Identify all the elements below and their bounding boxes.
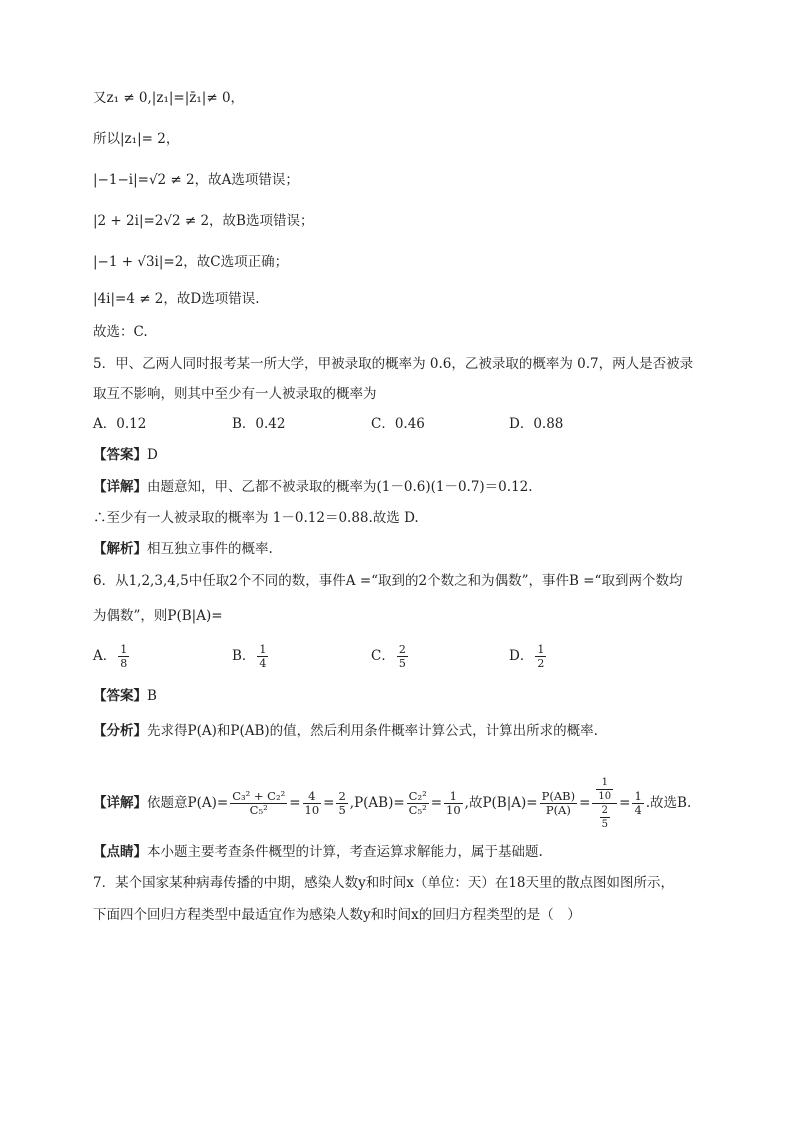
q5-detail	[93, 477, 533, 497]
numerator: 1	[259, 643, 267, 656]
numerator: 2	[338, 789, 346, 803]
detail-text-c: ,故P(B|A)=	[464, 795, 538, 811]
q5-option-a: A．0.12	[93, 416, 147, 432]
option-fraction	[535, 643, 546, 670]
q7-stem-line-1: 7．某个国家某种病毒传播的中期，感染人数y和时间x（单位：天）在18天里的散点图如图所示，	[93, 875, 675, 891]
q4-line-3: |−1−i|=√2 ≠ 2，故A选项错误；	[93, 172, 299, 188]
option-fraction	[397, 643, 408, 670]
denominator: 4	[259, 657, 267, 670]
denominator: 5	[601, 819, 608, 830]
q4-line-1: 又z₁ ≠ 0,|z₁|=|z̄₁|≠ 0，	[93, 90, 245, 106]
fraction	[540, 790, 577, 817]
equals: =	[579, 795, 591, 811]
numerator: 4	[303, 790, 322, 804]
q4-line-4: |2 + 2i|=2√2 ≠ 2，故B选项错误；	[93, 213, 314, 229]
denominator: 10	[304, 803, 320, 817]
equals: =	[430, 795, 443, 811]
denominator: 8	[120, 657, 128, 670]
q4-line-2: 所以|z₁|= 2，	[93, 131, 180, 147]
denominator: 4	[634, 803, 642, 817]
fraction	[303, 790, 322, 817]
fenxi-tag: 【分析】	[93, 723, 147, 739]
equals: =	[619, 795, 631, 811]
fraction	[336, 790, 347, 817]
denominator: 10	[446, 803, 461, 817]
option-label: D．	[509, 648, 534, 664]
dianjing-text: 本小题主要考查条件概型的计算，考查运算求解能力，属于基础题.	[147, 844, 543, 860]
answer-tag: 【答案】	[93, 688, 147, 704]
denominator: 5	[338, 803, 346, 817]
q6-fenxi	[93, 721, 598, 741]
fraction	[444, 790, 463, 817]
q4-line-5: |−1 + √3i|=2，故C选项正确；	[93, 254, 289, 270]
detail-tag: 【详解】	[93, 479, 147, 495]
q5-option-d: D．0.88	[509, 416, 564, 432]
denominator: 5	[398, 657, 406, 670]
q6-option-d	[509, 643, 548, 670]
q5-analysis	[93, 539, 273, 559]
option-fraction	[257, 643, 268, 670]
numerator: 1	[537, 643, 545, 656]
analysis-text: 相互独立事件的概率.	[147, 541, 273, 557]
numerator: 1	[120, 643, 128, 656]
answer-value: D	[147, 447, 158, 463]
numerator	[592, 776, 617, 804]
detail-tag: 【详解】	[93, 795, 147, 811]
q5-answer	[93, 445, 158, 465]
option-label: A．	[93, 648, 117, 664]
q4-line-7: 故选：C.	[93, 324, 148, 340]
numerator: 1	[634, 789, 642, 803]
q5-detail-2: ∴至少有一人被录取的概率为 1－0.12＝0.88.故选 D.	[93, 510, 419, 526]
denominator: P(A)	[545, 803, 571, 817]
numerator: 2	[398, 643, 406, 656]
denominator	[592, 804, 617, 831]
equals: =	[289, 795, 301, 811]
q5-option-c: C．0.46	[371, 416, 425, 432]
numerator: C₂²	[408, 789, 427, 803]
fenxi-text: 先求得P(A)和P(AB)的值，然后利用条件概率计算公式，计算出所求的概率.	[147, 723, 598, 739]
numerator: 2	[601, 805, 608, 816]
q5-stem-line-2: 取互不影响，则其中至少有一人被录取的概率为	[93, 386, 377, 402]
denominator: 2	[537, 657, 545, 670]
dianjing-tag: 【点睛】	[93, 844, 147, 860]
inner-fraction	[596, 776, 613, 803]
q6-detail	[93, 776, 691, 831]
inner-fraction	[600, 804, 610, 831]
q6-option-a	[93, 643, 131, 670]
numerator: C₃² + C₂²	[232, 789, 286, 803]
denominator: C₅²	[408, 803, 427, 817]
detail-text-d: .故选B.	[645, 795, 692, 811]
numerator: 1	[596, 776, 613, 790]
detail-text-b: ,P(AB)=	[349, 795, 405, 811]
fraction	[230, 790, 287, 817]
fraction	[632, 790, 643, 817]
q6-stem-line-1: 6．从1,2,3,4,5中任取2个不同的数，事件A =“取到的2个数之和为偶数”，事件B =“取到两个数均	[93, 573, 683, 589]
q6-answer	[93, 686, 157, 706]
fraction	[407, 790, 429, 817]
q5-stem-line-1: 5．甲、乙两人同时报考某一所大学，甲被录取的概率为 0.6，乙被录取的概率为 0.7，两人是否被录	[93, 356, 694, 372]
option-fraction	[118, 643, 129, 670]
numerator: P(AB)	[541, 789, 576, 803]
answer-value: B	[147, 688, 157, 704]
detail-text-a: 依题意P(A)=	[147, 795, 229, 811]
q6-stem-line-2: 为偶数”，则P(B|A)=	[93, 608, 223, 624]
q6-dianjing	[93, 842, 543, 862]
q6-option-c	[371, 643, 410, 670]
q6-option-b	[232, 643, 270, 670]
analysis-tag: 【解析】	[93, 541, 147, 557]
q5-option-b: B．0.42	[232, 416, 286, 432]
denominator: 10	[598, 791, 612, 802]
denominator: C₅²	[249, 803, 268, 817]
q4-line-6: |4i|=4 ≠ 2，故D选项错误.	[93, 291, 260, 307]
answer-tag: 【答案】	[93, 447, 147, 463]
option-label: C．	[371, 648, 395, 664]
numerator: 1	[444, 790, 463, 804]
q7-stem-line-2: 下面四个回归方程类型中最适宜作为感染人数y和时间x的回归方程类型的是（ ）	[93, 907, 581, 923]
equals: =	[323, 795, 335, 811]
compound-fraction	[592, 776, 617, 831]
option-label: B．	[232, 648, 256, 664]
detail-text: 由题意知，甲、乙都不被录取的概率为(1－0.6)(1－0.7)＝0.12.	[147, 479, 533, 495]
